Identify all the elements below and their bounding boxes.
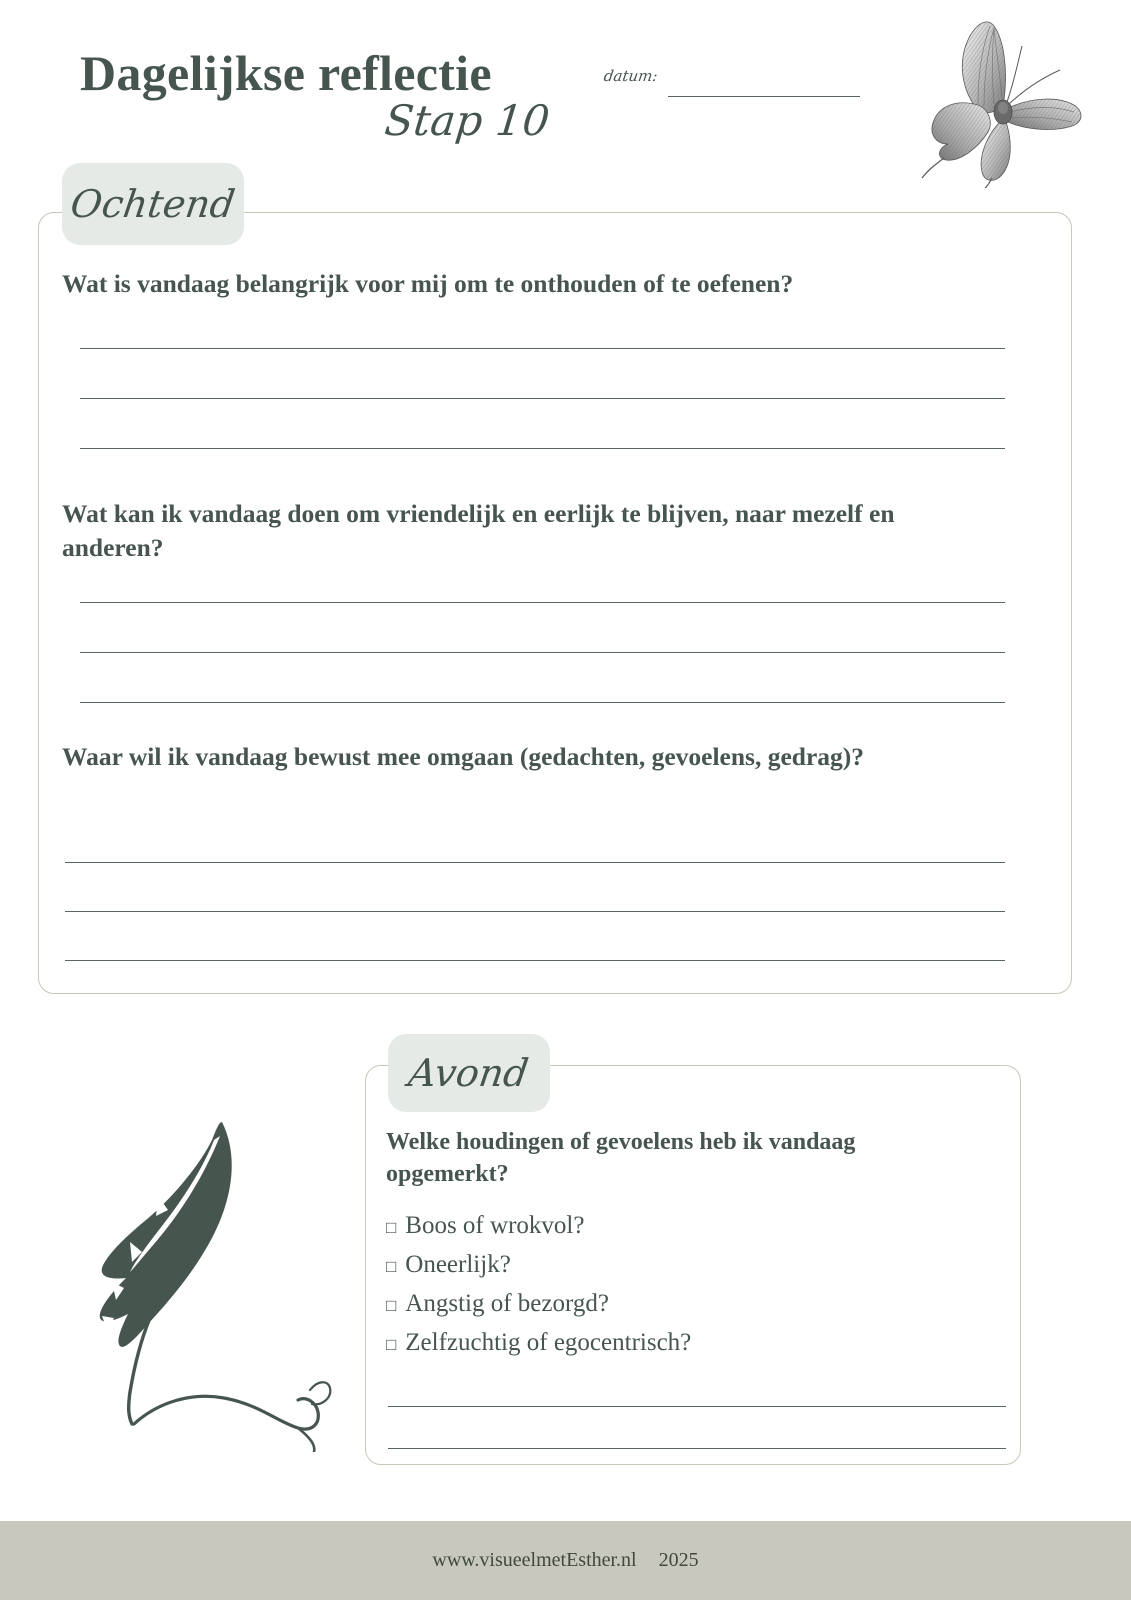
morning-q3-line-3[interactable] <box>65 960 1005 961</box>
morning-question-3: Waar wil ik vandaag bewust mee omgaan (gedachten, gevoelens, gedrag)? <box>62 742 865 771</box>
butterfly-icon <box>908 8 1088 188</box>
checkbox-item[interactable] <box>386 1323 886 1362</box>
evening-line-1[interactable] <box>388 1406 1006 1407</box>
morning-q1-line-3[interactable] <box>80 448 1005 449</box>
checkbox-label: Zelfzuchtig of egocentrisch? <box>405 1329 692 1356</box>
date-input-line[interactable] <box>668 96 860 97</box>
page-subtitle-step: Stap 10 <box>382 96 552 145</box>
evening-line-2[interactable] <box>388 1448 1006 1449</box>
checkbox-item[interactable] <box>386 1245 886 1284</box>
checkbox-item[interactable] <box>386 1206 886 1245</box>
checkbox-icon[interactable]: □ <box>386 1257 397 1276</box>
morning-q1-line-2[interactable] <box>80 398 1005 399</box>
checkbox-label: Oneerlijk? <box>405 1251 511 1278</box>
evening-tab-label: Avond <box>406 1051 532 1095</box>
morning-q3-line-2[interactable] <box>65 911 1005 912</box>
page-title: Dagelijkse reflectie <box>80 45 492 101</box>
morning-question-1: Wat is vandaag belangrijk voor mij om te onthouden of te oefenen? <box>62 269 794 298</box>
checkbox-item[interactable] <box>386 1284 886 1323</box>
morning-q1-line-1[interactable] <box>80 348 1005 349</box>
morning-tab-label: Ochtend <box>68 182 238 226</box>
morning-q2-line-3[interactable] <box>80 702 1005 703</box>
evening-question: Welke houdingen of gevoelens heb ik vandaag opgemerkt? <box>386 1129 856 1188</box>
checkbox-label: Boos of wrokvol? <box>405 1212 585 1239</box>
footer-year: 2025 <box>658 1549 699 1571</box>
morning-section-tab <box>62 163 244 245</box>
checkbox-label: Angstig of bezorgd? <box>405 1290 609 1317</box>
feather-icon <box>62 1092 342 1452</box>
checkbox-icon[interactable]: □ <box>386 1296 397 1315</box>
evening-section-tab <box>388 1034 550 1112</box>
morning-q2-line-2[interactable] <box>80 652 1005 653</box>
morning-question-2: Wat kan ik vandaag doen om vriendelijk en eerlijk te blijven, naar mezelf en anderen? <box>62 499 895 562</box>
morning-q3-line-1[interactable] <box>65 862 1005 863</box>
checkbox-icon[interactable]: □ <box>386 1335 397 1354</box>
footer-website: www.visueelmetEsther.nl <box>432 1549 637 1571</box>
evening-checkbox-list <box>386 1206 886 1362</box>
morning-q2-line-1[interactable] <box>80 602 1005 603</box>
page-footer <box>0 1521 1131 1600</box>
checkbox-icon[interactable]: □ <box>386 1218 397 1237</box>
date-label: datum: <box>602 67 659 85</box>
morning-section-panel <box>38 212 1072 994</box>
